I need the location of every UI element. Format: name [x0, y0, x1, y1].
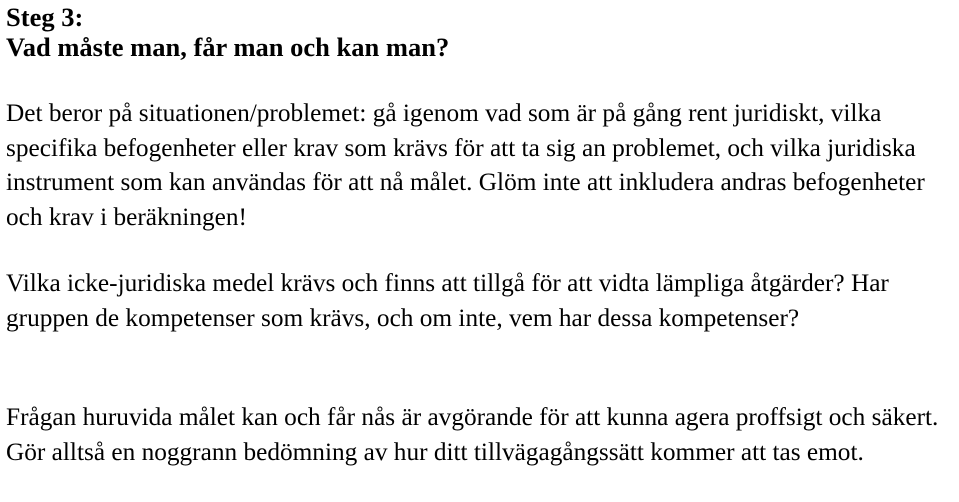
paragraph-non-legal-means: Vilka icke-juridiska medel krävs och finns att tillgå för att vidta lämpliga åtgärder? Har gruppen de kompetenser som krävs, och om inte, vem har dessa kompetenser? [6, 269, 889, 332]
step-heading: Steg 3: [6, 2, 84, 32]
paragraph-legal-situation: Det beror på situationen/problemet: gå igenom vad som är på gång rent juridiskt, vilka specifika befogenheter eller krav som krävs för att ta sig an problemet, och vilka juridiska instrument som kan användas för att nå målet. Glöm inte att inkludera andras befogenheter och krav i beräkningen! [6, 99, 925, 231]
section-title: Vad måste man, får man och kan man? [6, 32, 450, 62]
paragraph-assessment: Frågan huruvida målet kan och får nås är avgörande för att kunna agera proffsigt och säkert. Gör alltså en noggrann bedömning av hur ditt tillvägagångssätt kommer att tas emot. [6, 403, 939, 466]
